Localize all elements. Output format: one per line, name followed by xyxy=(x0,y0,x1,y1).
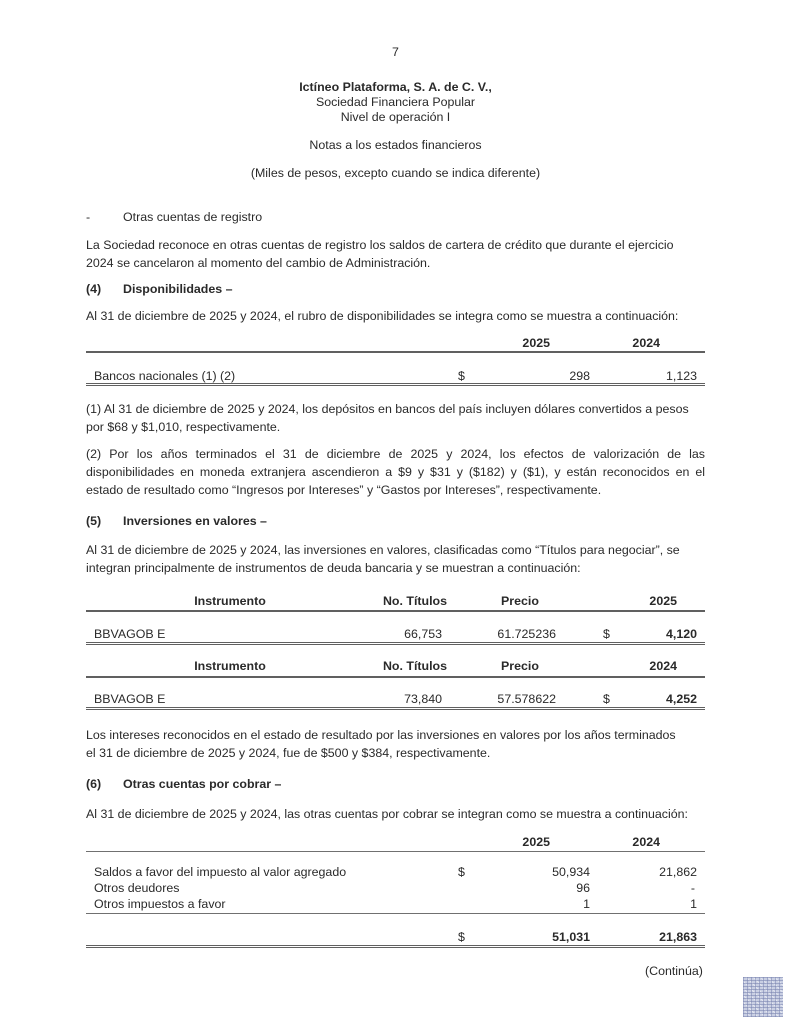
col-header-2024: 2024 xyxy=(632,336,660,350)
note-2-line-3: estado de resultado como “Ingresos por Intereses” y “Gastos por Intereses”, respectivamente. xyxy=(86,483,602,497)
section-5-intro-line-1: Al 31 de diciembre de 2025 y 2024, las inversiones en valores, clasificadas como “Títulos para negociar”, se xyxy=(86,543,680,557)
col-header-2024: 2024 xyxy=(632,835,660,849)
section-6-title: Otras cuentas por cobrar – xyxy=(123,777,282,791)
document-title: Notas a los estados financieros xyxy=(309,138,482,152)
section-5-outro-line-2: el 31 de diciembre de 2025 y 2024, fue de $500 y $384, respectivamente. xyxy=(86,746,491,760)
bullet-text: Otras cuentas de registro xyxy=(123,210,263,224)
company-name: Ictíneo Plataforma, S. A. de C. V., xyxy=(299,80,492,94)
row-value-2025: 1 xyxy=(583,897,590,911)
col-header-2025: 2025 xyxy=(522,336,550,350)
col-header-price: Precio xyxy=(501,594,539,608)
col-header-instrument: Instrumento xyxy=(194,659,266,673)
col-header-instrument: Instrumento xyxy=(194,594,266,608)
section-5-outro xyxy=(86,726,705,762)
row-label: Otros impuestos a favor xyxy=(94,897,226,911)
col-header-titles: No. Títulos xyxy=(382,594,447,608)
section-4-intro: Al 31 de diciembre de 2025 y 2024, el rubro de disponibilidades se integra como se muestra a continuación: xyxy=(86,309,679,323)
row-value-2024: 1 xyxy=(690,897,697,911)
intro-line-1: La Sociedad reconoce en otras cuentas de registro los saldos de cartera de crédito que durante el ejercicio xyxy=(86,238,674,252)
page-number: 7 xyxy=(392,45,399,59)
section-4-heading xyxy=(86,282,232,296)
row-amount: 4,120 xyxy=(665,627,697,641)
section-5-number: (5) xyxy=(86,514,102,528)
col-header-year: 2024 xyxy=(649,659,677,673)
row-value-2024: - xyxy=(690,881,695,895)
row-currency: $ xyxy=(458,865,465,879)
section-6-heading xyxy=(86,777,281,791)
units-note: (Miles de pesos, excepto cuando se indica diferente) xyxy=(250,166,541,180)
section-5-intro xyxy=(86,541,705,577)
total-rule xyxy=(86,642,705,646)
col-header-year: 2025 xyxy=(649,594,677,608)
note-2-line-2: disponibilidades en moneda extranjera ascendieron a $9 y $31 y ($182) y ($1), y están reconocidos en el xyxy=(86,465,705,479)
qr-code-icon xyxy=(743,977,783,1017)
row-value-2024: 1,123 xyxy=(665,369,697,383)
row-value-2024: 21,862 xyxy=(659,865,697,879)
company-subtitle-1: Sociedad Financiera Popular xyxy=(315,95,476,109)
section-6-intro: Al 31 de diciembre de 2025 y 2024, las otras cuentas por cobrar se integran como se muestra a continuación: xyxy=(86,807,688,821)
col-header-titles: No. Títulos xyxy=(382,659,447,673)
col-header-2025: 2025 xyxy=(522,835,550,849)
bullet-dash: - xyxy=(86,210,91,224)
total-rule xyxy=(86,707,705,711)
section-5-intro-line-2: integran principalmente de instrumentos de deuda bancaria y se muestran a continuación: xyxy=(86,561,581,575)
note-2 xyxy=(86,445,705,499)
header-rule xyxy=(86,851,705,852)
intro-paragraph xyxy=(86,236,705,272)
col-header-price: Precio xyxy=(501,659,539,673)
row-amount: 4,252 xyxy=(665,692,697,706)
continues-label: (Continúa) xyxy=(645,964,703,978)
row-label: Otros deudores xyxy=(94,881,180,895)
total-value-2025: 51,031 xyxy=(552,930,590,944)
intro-line-2: 2024 se cancelaron al momento del cambio de Administración. xyxy=(86,256,431,270)
header-rule xyxy=(86,351,705,353)
total-currency: $ xyxy=(458,930,465,944)
row-price: 57.578622 xyxy=(497,692,556,706)
row-titles: 73,840 xyxy=(404,692,442,706)
company-subtitle-2: Nivel de operación I xyxy=(340,110,451,124)
section-5-heading xyxy=(86,514,267,528)
note-1-line-2: por $68 y $1,010, respectivamente. xyxy=(86,420,281,434)
section-5-outro-line-1: Los intereses reconocidos en el estado de resultado por las inversiones en valores por los años terminados xyxy=(86,728,676,742)
row-instrument: BBVAGOB E xyxy=(94,627,166,641)
section-5-title: Inversiones en valores – xyxy=(123,514,267,528)
total-rule xyxy=(86,945,705,949)
row-value-2025: 96 xyxy=(576,881,590,895)
note-2-line-1: (2) Por los años terminados el 31 de diciembre de 2025 y 2024, los efectos de valorización de las xyxy=(86,447,705,461)
row-instrument: BBVAGOB E xyxy=(94,692,166,706)
row-titles: 66,753 xyxy=(404,627,442,641)
row-currency: $ xyxy=(603,627,610,641)
row-label: Bancos nacionales (1) (2) xyxy=(94,369,236,383)
note-1 xyxy=(86,400,705,436)
header-rule xyxy=(86,676,705,678)
row-value-2025: 298 xyxy=(569,369,590,383)
total-value-2024: 21,863 xyxy=(659,930,697,944)
row-currency: $ xyxy=(458,369,465,383)
row-value-2025: 50,934 xyxy=(552,865,590,879)
row-label: Saldos a favor del impuesto al valor agregado xyxy=(94,865,347,879)
subtotal-rule xyxy=(86,913,705,914)
row-currency: $ xyxy=(603,692,610,706)
row-price: 61.725236 xyxy=(497,627,556,641)
note-1-line-1: (1) Al 31 de diciembre de 2025 y 2024, los depósitos en bancos del país incluyen dólares convertidos a pesos xyxy=(86,402,689,416)
section-4-title: Disponibilidades – xyxy=(123,282,233,296)
header-rule xyxy=(86,610,705,612)
total-rule xyxy=(86,383,705,387)
section-6-number: (6) xyxy=(86,777,102,791)
section-4-number: (4) xyxy=(86,282,102,296)
